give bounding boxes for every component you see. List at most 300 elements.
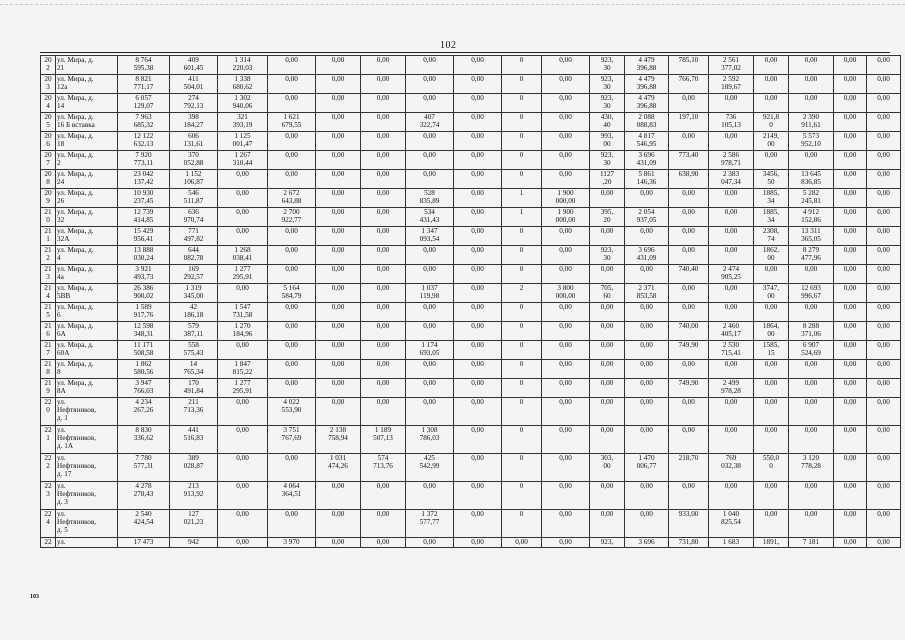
value-cell xyxy=(268,265,316,284)
row-number-part: 21 xyxy=(44,208,52,216)
value-cell xyxy=(834,113,867,132)
value-cell xyxy=(789,170,834,189)
value-cell xyxy=(170,360,218,379)
value-line: 507,13 xyxy=(373,434,393,442)
value-line: 0,00 xyxy=(682,303,695,311)
value-cell xyxy=(709,56,754,75)
value-cell xyxy=(542,227,590,246)
value-line: 504,01 xyxy=(183,83,204,91)
value-cell xyxy=(316,360,361,379)
value-cell xyxy=(754,132,789,151)
value-line: 0,00 xyxy=(877,322,890,330)
value-cell xyxy=(218,341,268,360)
value-cell xyxy=(118,94,170,113)
value-line: 364,51 xyxy=(281,490,302,498)
value-line: 0,00 xyxy=(236,189,249,197)
value-cell xyxy=(361,360,406,379)
value-line: 0,00 xyxy=(559,360,572,368)
value-line: 0,00 xyxy=(471,482,484,490)
value-line: 3 696 xyxy=(638,151,655,159)
row-number-cell xyxy=(41,341,56,360)
value-cell xyxy=(754,284,789,303)
value-cell xyxy=(542,56,590,75)
value-cell xyxy=(316,379,361,398)
value-line: 0,00 xyxy=(600,265,614,273)
value-line: 20 xyxy=(603,216,611,224)
value-line: 8 821 xyxy=(135,75,152,83)
value-line: 387,11 xyxy=(183,330,204,338)
value-line: 0,00 xyxy=(471,208,484,216)
value-cell xyxy=(867,379,901,398)
address-cell xyxy=(56,482,118,510)
value-line: 0,00 xyxy=(600,426,614,434)
value-cell xyxy=(834,341,867,360)
value-cell xyxy=(502,322,542,341)
value-cell xyxy=(834,360,867,379)
value-line: 0,00 xyxy=(236,454,249,462)
value-line: 4 479 xyxy=(638,56,655,64)
value-cell xyxy=(867,94,901,113)
value-line: 0,00 xyxy=(285,170,298,178)
value-line: 0,00 xyxy=(376,56,390,64)
value-line: 595,38 xyxy=(133,64,154,72)
value-line: 0,00 xyxy=(423,170,436,178)
value-line: 1 270 xyxy=(234,322,251,330)
value-cell xyxy=(789,132,834,151)
value-cell xyxy=(709,538,754,548)
value-line: 345,00 xyxy=(183,292,204,300)
value-cell xyxy=(454,151,502,170)
value-line: 0,00 xyxy=(600,482,614,490)
value-cell xyxy=(542,510,590,538)
table-body xyxy=(41,56,901,548)
value-line: 636 xyxy=(188,208,199,216)
value-line: 2 499 xyxy=(722,379,740,387)
value-line: 0,00 xyxy=(843,426,857,434)
value-line: 3 921 xyxy=(135,265,152,273)
value-cell xyxy=(669,56,709,75)
value-line: 321 xyxy=(237,113,248,121)
value-line: 575,43 xyxy=(183,349,204,357)
value-line: 0,00 xyxy=(682,398,695,406)
value-cell xyxy=(669,341,709,360)
value-line: 0,00 xyxy=(285,151,298,159)
value-cell xyxy=(118,538,170,548)
value-line: 0,00 xyxy=(559,454,572,462)
value-line: 0 xyxy=(519,170,524,178)
value-cell xyxy=(218,538,268,548)
page-number: 102 xyxy=(440,40,457,51)
value-line: 0,00 xyxy=(331,265,345,273)
table-row xyxy=(41,56,901,75)
value-line: 0,00 xyxy=(843,379,857,387)
value-line: 0,00 xyxy=(843,538,857,546)
table-row xyxy=(41,151,901,170)
row-number-part: 21 xyxy=(44,227,52,235)
row-number-cell xyxy=(41,151,56,170)
value-cell xyxy=(218,151,268,170)
value-line: 477,96 xyxy=(801,254,821,262)
row-number-part: 6 xyxy=(46,140,50,148)
value-cell xyxy=(361,151,406,170)
value-line: 431,43 xyxy=(419,216,440,224)
value-cell xyxy=(361,56,406,75)
address-line: ул. Мира, д. xyxy=(57,303,94,311)
value-cell xyxy=(316,482,361,510)
value-cell xyxy=(170,322,218,341)
value-line: 923, xyxy=(600,75,614,83)
value-line: 001,47 xyxy=(232,140,253,148)
address-cell xyxy=(56,265,118,284)
value-line: 000,00 xyxy=(555,216,576,224)
value-line: 26 386 xyxy=(133,284,154,292)
address-line: 8 xyxy=(57,368,61,376)
value-line: 409 xyxy=(188,56,199,64)
value-cell xyxy=(590,75,625,94)
value-line: 0,00 xyxy=(877,360,890,368)
row-number-cell xyxy=(41,170,56,189)
value-line: 0,00 xyxy=(682,360,695,368)
value-line: 310,44 xyxy=(232,159,253,167)
value-line: 12 739 xyxy=(133,208,154,216)
value-cell xyxy=(590,132,625,151)
value-cell xyxy=(789,510,834,538)
value-line: 0,00 xyxy=(376,208,390,216)
value-line: 0,00 xyxy=(843,284,857,292)
value-cell xyxy=(709,379,754,398)
value-line: 052,88 xyxy=(183,159,204,167)
value-line: 978,28 xyxy=(721,387,741,395)
value-line: 511,87 xyxy=(183,197,204,205)
value-line: 5 282 xyxy=(802,189,820,197)
value-cell xyxy=(590,56,625,75)
row-number-cell xyxy=(41,482,56,510)
value-line: 0,00 xyxy=(376,227,390,235)
row-number-part: 0 xyxy=(46,406,50,414)
value-line: 0,00 xyxy=(331,379,345,387)
value-line: 1864, xyxy=(762,322,780,330)
value-line: 093,54 xyxy=(419,235,440,243)
value-line: 0 xyxy=(769,462,773,470)
value-cell xyxy=(625,208,669,227)
value-cell xyxy=(316,227,361,246)
value-line: 0,00 xyxy=(236,284,249,292)
value-line: 705, xyxy=(600,284,614,292)
value-cell xyxy=(502,360,542,379)
value-line: 0,00 xyxy=(877,341,890,349)
value-line: 785,10 xyxy=(678,56,699,64)
value-cell xyxy=(268,132,316,151)
value-line: 0,00 xyxy=(559,482,572,490)
address-cell xyxy=(56,246,118,265)
row-number-part: 20 xyxy=(44,113,52,121)
value-line: 0,00 xyxy=(559,132,572,140)
row-number-cell xyxy=(41,189,56,208)
row-number-part: 7 xyxy=(46,349,50,357)
value-line: 0 xyxy=(519,510,524,518)
value-line: 0,00 xyxy=(724,426,738,434)
value-line: 956,41 xyxy=(133,235,154,243)
value-cell xyxy=(268,360,316,379)
value-line: 0,00 xyxy=(724,132,738,140)
address-cell xyxy=(56,426,118,454)
value-cell xyxy=(669,151,709,170)
value-line: 0,00 xyxy=(600,227,614,235)
value-line: 1891, xyxy=(762,538,780,546)
row-number-cell xyxy=(41,426,56,454)
address-cell xyxy=(56,510,118,538)
value-line: 0,00 xyxy=(559,227,572,235)
value-line: 835,89 xyxy=(419,197,440,205)
value-line: 0,00 xyxy=(285,94,298,102)
value-cell xyxy=(170,398,218,426)
value-cell xyxy=(867,170,901,189)
value-cell xyxy=(754,56,789,75)
value-line: 0,00 xyxy=(764,303,778,311)
value-line: 740,40 xyxy=(678,265,699,273)
table-row xyxy=(41,482,901,510)
value-cell xyxy=(316,398,361,426)
value-line: 274 xyxy=(188,94,199,102)
value-cell xyxy=(709,303,754,322)
value-line: 377,02 xyxy=(721,64,741,72)
address-cell xyxy=(56,132,118,151)
address-cell xyxy=(56,113,118,132)
value-line: 2 xyxy=(519,284,524,292)
value-cell xyxy=(316,246,361,265)
value-cell xyxy=(625,151,669,170)
address-cell xyxy=(56,75,118,94)
value-line: 3 120 xyxy=(802,454,820,462)
value-line: 1 314 xyxy=(234,56,251,64)
value-line: 0,00 xyxy=(331,510,345,518)
value-cell xyxy=(454,246,502,265)
value-line: 5 164 xyxy=(283,284,300,292)
row-number-part: 20 xyxy=(44,170,52,178)
table-row xyxy=(41,322,901,341)
value-line: 0,00 xyxy=(682,227,695,235)
value-cell xyxy=(361,454,406,482)
value-line: 1 302 xyxy=(234,94,251,102)
value-line: 0,00 xyxy=(559,538,572,546)
value-line: 0,00 xyxy=(724,94,738,102)
value-line: 0,00 xyxy=(640,379,653,387)
value-cell xyxy=(834,246,867,265)
value-cell xyxy=(709,341,754,360)
value-cell xyxy=(625,246,669,265)
value-line: 00 xyxy=(767,330,775,338)
value-cell xyxy=(669,398,709,426)
value-cell xyxy=(542,208,590,227)
value-line: 0,00 xyxy=(331,227,345,235)
value-cell xyxy=(754,322,789,341)
value-line: 0,00 xyxy=(559,303,572,311)
value-cell xyxy=(590,189,625,208)
value-line: 4 479 xyxy=(638,75,655,83)
value-line: 923, xyxy=(600,151,614,159)
value-cell xyxy=(454,454,502,482)
value-cell xyxy=(361,426,406,454)
value-cell xyxy=(268,56,316,75)
value-cell xyxy=(268,482,316,510)
value-line: 0,00 xyxy=(423,94,436,102)
value-cell xyxy=(502,56,542,75)
row-number-part: 3 xyxy=(46,490,50,498)
value-line: 1 589 xyxy=(135,303,152,311)
value-line: 1 338 xyxy=(234,75,251,83)
value-cell xyxy=(118,398,170,426)
value-line: 0,00 xyxy=(471,510,484,518)
value-cell xyxy=(170,482,218,510)
value-line: 11 171 xyxy=(133,341,154,349)
value-cell xyxy=(754,510,789,538)
value-line: 1 319 xyxy=(185,284,202,292)
value-cell xyxy=(625,398,669,426)
value-line: 0,00 xyxy=(376,75,390,83)
value-line: 685,32 xyxy=(133,121,154,129)
value-line: 12 598 xyxy=(133,322,154,330)
value-cell xyxy=(625,284,669,303)
value-cell xyxy=(625,454,669,482)
value-line: 0,00 xyxy=(423,322,436,330)
row-number-part: 22 xyxy=(44,538,52,546)
value-line: 1 277 xyxy=(234,379,251,387)
value-line: 0,00 xyxy=(843,189,857,197)
value-line: 1 152 xyxy=(185,170,202,178)
value-cell xyxy=(590,151,625,170)
value-line: 0,00 xyxy=(600,303,614,311)
value-cell xyxy=(170,426,218,454)
value-line: 508,58 xyxy=(133,349,154,357)
value-line: 00 xyxy=(603,462,611,470)
row-number-part: 4 xyxy=(46,102,50,110)
value-line: 393,19 xyxy=(232,121,253,129)
value-cell xyxy=(316,510,361,538)
value-cell xyxy=(118,510,170,538)
value-line: 0,00 xyxy=(600,322,614,330)
value-line: 3456, xyxy=(762,170,780,178)
value-line: 715,41 xyxy=(721,349,741,357)
value-cell xyxy=(625,341,669,360)
value-line: 0,00 xyxy=(804,426,818,434)
value-cell xyxy=(502,132,542,151)
value-cell xyxy=(316,170,361,189)
value-cell xyxy=(669,538,709,548)
value-line: 7 780 xyxy=(135,454,152,462)
value-cell xyxy=(754,246,789,265)
value-cell xyxy=(867,482,901,510)
value-cell xyxy=(669,208,709,227)
value-cell xyxy=(268,398,316,426)
value-line: 12 122 xyxy=(133,132,154,140)
value-line: 0 xyxy=(519,132,524,140)
row-number-part: 1 xyxy=(46,235,50,243)
value-line: 0,00 xyxy=(236,341,249,349)
address-line: ул. Мира, д. xyxy=(57,322,94,330)
row-number-part: 3 xyxy=(46,273,50,281)
value-cell xyxy=(669,170,709,189)
value-line: 0,00 xyxy=(804,151,818,159)
table-row xyxy=(41,208,901,227)
value-line: 425 xyxy=(424,454,435,462)
value-line: 414,85 xyxy=(133,216,154,224)
value-cell xyxy=(406,227,454,246)
row-number-cell xyxy=(41,132,56,151)
address-cell xyxy=(56,189,118,208)
value-cell xyxy=(625,360,669,379)
value-line: 1 267 xyxy=(234,151,251,159)
value-cell xyxy=(454,538,502,548)
value-cell xyxy=(754,75,789,94)
row-number-cell xyxy=(41,379,56,398)
value-line: 1 547 xyxy=(234,303,251,311)
value-line: 0 xyxy=(519,265,524,273)
value-cell xyxy=(590,284,625,303)
value-line: 2 586 xyxy=(722,151,740,159)
value-line: 7 920 xyxy=(135,151,152,159)
row-number-part: 1 xyxy=(46,434,50,442)
value-line: 405,17 xyxy=(721,330,741,338)
value-line: 0,00 xyxy=(559,56,572,64)
value-cell xyxy=(218,360,268,379)
value-line: 0,00 xyxy=(724,360,738,368)
value-cell xyxy=(542,398,590,426)
value-line: 0,00 xyxy=(843,341,857,349)
value-cell xyxy=(542,360,590,379)
value-cell xyxy=(316,426,361,454)
value-cell xyxy=(454,341,502,360)
value-cell xyxy=(669,189,709,208)
value-line: 34 xyxy=(767,216,775,224)
value-line: 0,00 xyxy=(376,265,390,273)
value-line: 0,00 xyxy=(423,132,436,140)
value-line: 0,00 xyxy=(804,75,818,83)
value-cell xyxy=(709,322,754,341)
value-cell xyxy=(268,208,316,227)
value-line: 189,67 xyxy=(721,83,741,91)
value-cell xyxy=(867,398,901,426)
value-line: 1 308 xyxy=(421,426,438,434)
value-line: 0,00 xyxy=(724,246,738,254)
value-line: 0,00 xyxy=(285,75,298,83)
value-line: 731,80 xyxy=(678,538,699,546)
value-cell xyxy=(170,94,218,113)
value-line: 0,00 xyxy=(376,360,390,368)
address-line: д. 5 xyxy=(57,526,68,534)
value-cell xyxy=(406,341,454,360)
value-line: 1 189 xyxy=(374,426,392,434)
value-cell xyxy=(542,322,590,341)
value-line: 3 696 xyxy=(638,246,655,254)
value-line: 1 347 xyxy=(421,227,438,235)
value-cell xyxy=(669,379,709,398)
value-line: 00 xyxy=(767,254,775,262)
value-line: ,20 xyxy=(602,178,612,186)
value-line: 105,13 xyxy=(721,121,741,129)
value-line: 0,00 xyxy=(682,284,695,292)
value-line: 0,00 xyxy=(877,398,890,406)
value-cell xyxy=(454,379,502,398)
value-line: 643,88 xyxy=(281,197,302,205)
value-cell xyxy=(406,360,454,379)
value-cell xyxy=(268,303,316,322)
value-cell xyxy=(625,189,669,208)
value-cell xyxy=(361,322,406,341)
value-line: 0,00 xyxy=(559,75,572,83)
value-cell xyxy=(542,284,590,303)
value-line: 4 278 xyxy=(135,482,152,490)
value-line: 0,00 xyxy=(804,379,818,387)
